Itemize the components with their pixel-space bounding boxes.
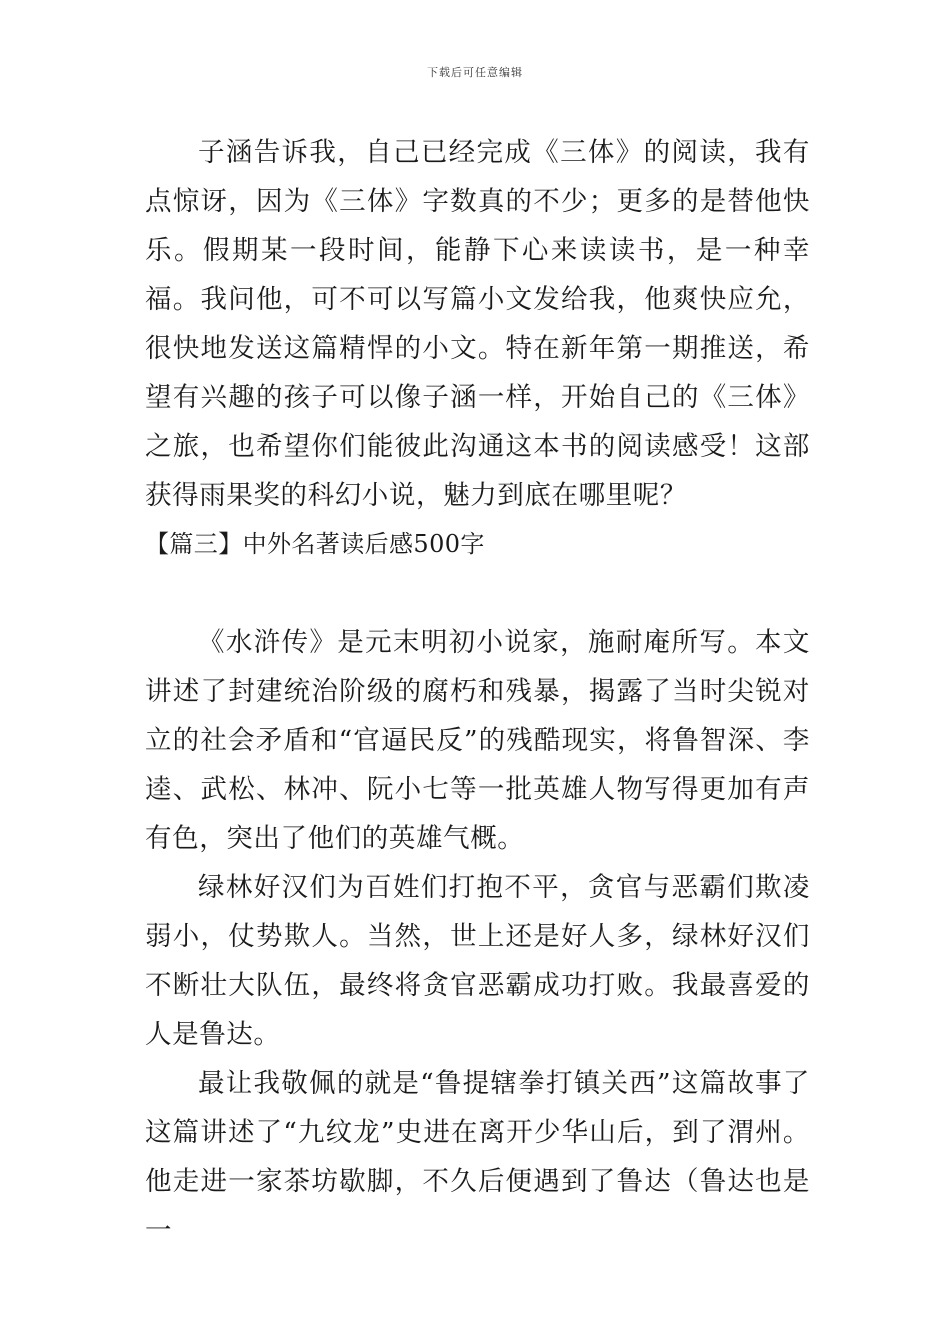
section-heading: 【篇三】中外名著读后感500字 (145, 530, 485, 558)
document-body (145, 128, 810, 1255)
paragraph-section-2: 绿林好汉们为百姓们打抱不平，贪官与恶霸们欺凌弱小，仗势欺人。当然，世上还是好人多，绿林好汉们不断壮大队伍，最终将贪官恶霸成功打败。我最喜爱的人是鲁达。 (145, 872, 810, 1050)
paragraph-section-1: 《水浒传》是元末明初小说家，施耐庵所写。本文讲述了封建统治阶级的腐朽和残暴，揭露了当时尖锐对立的社会矛盾和“官逼民反”的残酷现实，将鲁智深、李逵、武松、林冲、阮小七等一批英雄人物写得更加有声有色，突出了他们的英雄气概。 (145, 627, 810, 854)
paragraph-section-3: 最让我敬佩的就是“鲁提辖拳打镇关西”这篇故事了这篇讲述了“九纹龙”史进在离开少华山后，到了渭州。他走进一家茶坊歇脚，不久后便遇到了鲁达（鲁达也是一 (145, 1068, 810, 1246)
paragraph-intro: 子涵告诉我，自己已经完成《三体》的阅读，我有点惊讶，因为《三体》字数真的不少；更多的是替他快乐。假期某一段时间，能静下心来读读书，是一种幸福。我问他，可不可以写篇小文发给我，他爽快应允，很快地发送这篇精悍的小文。特在新年第一期推送，希望有兴趣的孩子可以像子涵一样，开始自己的《三体》之旅，也希望你们能彼此沟通这本书的阅读感受！这部获得雨果奖的科幻小说，魅力到底在哪里呢？ (145, 137, 810, 511)
header-note: 下载后可任意编辑 (427, 66, 523, 79)
